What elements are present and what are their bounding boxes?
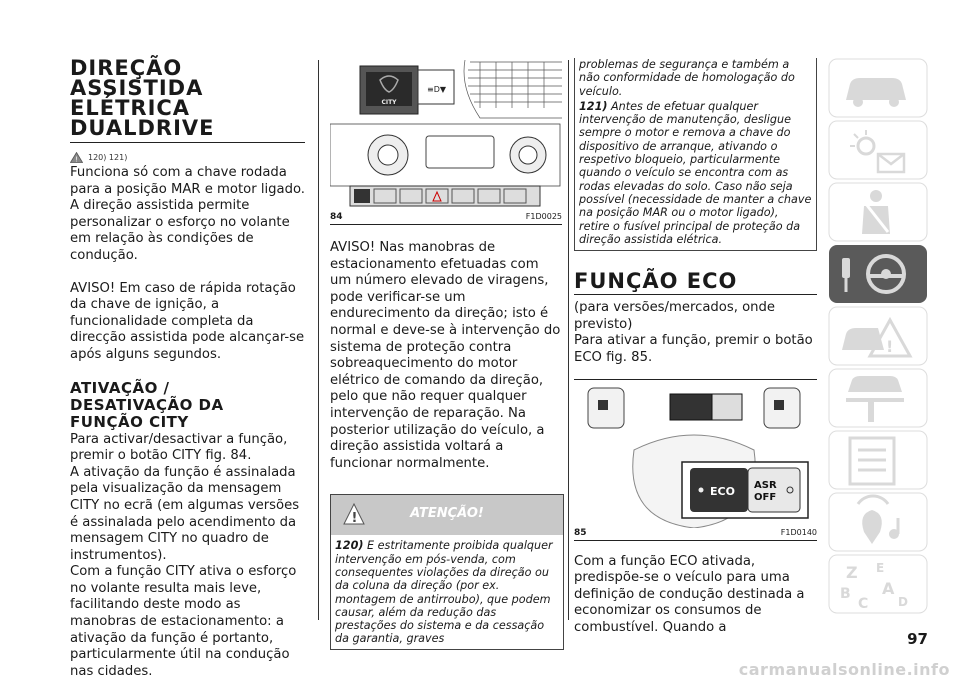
car-lift-icon bbox=[828, 368, 928, 428]
page-number: 97 bbox=[907, 630, 928, 648]
figure-number: 84 bbox=[330, 212, 343, 222]
svg-text:!: ! bbox=[886, 337, 894, 356]
paragraph: AVISO! Em caso de rápida rotação da chave de ignição, a funcionalidade completa da direcção assistida pode alcançar-se após alguns segundos. bbox=[70, 280, 305, 362]
key-and-steering-wheel-icon bbox=[828, 244, 928, 304]
column-divider bbox=[318, 60, 319, 620]
refs-row bbox=[70, 151, 305, 163]
warning-number: 120) bbox=[335, 539, 364, 553]
figure-85 bbox=[574, 380, 817, 542]
tab-starting-driving-active[interactable] bbox=[828, 244, 928, 304]
warning-triangle-icon bbox=[70, 152, 83, 163]
tab-specifications[interactable] bbox=[828, 430, 928, 490]
car-warning-icon bbox=[828, 306, 928, 366]
left-column bbox=[70, 58, 305, 680]
svg-text:≡D▼: ≡D▼ bbox=[427, 85, 447, 94]
city-button-label: CITY bbox=[381, 99, 397, 106]
middle-column bbox=[330, 58, 562, 650]
tab-car[interactable] bbox=[828, 58, 928, 118]
warning-text: Antes de efetuar qualquer intervenção de manutenção, desligue sempre o motor e remova a chave do dispositivo de arranque, ativando o respetivo bloqueio, particularmente quando o veículo se encontra com as rodas elevadas do solo. Caso não seja possível (necessidade de manter a chave na posição MAR ou o motor ligado), retire o fusível principal de proteção da direção assistida elétrica. bbox=[579, 99, 812, 246]
eco-button-label: ECO bbox=[710, 484, 735, 498]
paragraph: Para activar/desactivar a função, premir o botão CITY fig. 84. bbox=[70, 431, 288, 464]
svg-text:E: E bbox=[876, 561, 885, 575]
warning-refs: 120) 121) bbox=[88, 152, 128, 162]
svg-text:Z: Z bbox=[846, 563, 858, 582]
off-label: OFF bbox=[754, 491, 777, 503]
subtitle-line-2: DESATIVAÇÃO DA bbox=[70, 395, 224, 414]
right-column bbox=[574, 58, 817, 637]
warning-box-continued bbox=[574, 58, 817, 251]
dashboard-city-illustration bbox=[330, 58, 562, 210]
svg-text:!: ! bbox=[75, 155, 79, 163]
figure-rule bbox=[574, 540, 817, 541]
asr-label: ASR bbox=[754, 479, 777, 491]
svg-text:!: ! bbox=[351, 511, 358, 526]
tab-emergency[interactable] bbox=[828, 306, 928, 366]
section-title: FUNÇÃO ECO bbox=[574, 269, 738, 294]
warning-header bbox=[331, 495, 563, 535]
paragraph: Funciona só com a chave rodada para a posição MAR e motor ligado. A direção assistida permite personalizar o esforço no volante em relação às condições de condução. bbox=[70, 165, 305, 263]
paragraph: AVISO! Nas manobras de estacionamento efetuadas com um número elevado de viragens, pode verificar-se um endurecimento da direção; isto é normal e deve-se à intervenção do sistema de proteção contra sobreaquecimento do motor elétrico de comando da direção, pelo que não requer qualquer intervenção de reparação. Na posterior utilização do veículo, a direção assistida voltará a funcionar normalmente. bbox=[330, 240, 561, 471]
subsection-title bbox=[70, 380, 305, 431]
figure-code: F1D0025 bbox=[525, 212, 562, 221]
paragraph: Com a função ECO ativada, predispõe-se o veículo para uma definição de condução destinada a economizar os consumos de combustível. Quando a bbox=[574, 553, 805, 635]
title-rule bbox=[70, 142, 305, 143]
figure-rule bbox=[330, 224, 562, 225]
tab-safety[interactable] bbox=[828, 182, 928, 242]
subtitle-line-1: ATIVAÇÃO / bbox=[70, 378, 170, 397]
svg-text:B: B bbox=[840, 586, 851, 602]
svg-text:A: A bbox=[882, 579, 895, 598]
figure-caption bbox=[574, 528, 817, 538]
warning-body bbox=[331, 535, 563, 648]
figure-84 bbox=[330, 58, 562, 226]
tab-index[interactable] bbox=[828, 554, 928, 614]
paragraph: (para versões/mercados, onde previsto) bbox=[574, 300, 776, 332]
figure-number: 85 bbox=[574, 527, 587, 538]
paragraph: Com a função CITY ativa o esforço no volante resulta mais leve, facilitando deste modo as manobras de estacionamento: a ativação da função é portanto, particularmente útil na condução nas cidades. bbox=[70, 564, 297, 679]
section-title bbox=[70, 58, 305, 138]
watermark: carmanualsonline.info bbox=[738, 660, 950, 679]
seatbelt-icon bbox=[828, 182, 928, 242]
svg-text:C: C bbox=[858, 596, 869, 612]
figure-code: F1D0140 bbox=[780, 527, 817, 537]
light-and-envelope-icon bbox=[828, 120, 928, 180]
tab-maintenance[interactable] bbox=[828, 368, 928, 428]
column-divider bbox=[568, 60, 569, 620]
chapter-tabs bbox=[828, 58, 928, 614]
title-line-1: DIREÇÃO ASSISTIDA bbox=[70, 56, 204, 100]
paragraph: A ativação da função é assinalada pela visualização da mensagem CITY no ecrã (em algumas versões é assinalada pelo acendimento da mensagem CITY no quadro de instrumentos). bbox=[70, 464, 300, 563]
title-rule bbox=[574, 294, 817, 295]
title-line-2: ELÉTRICA bbox=[70, 96, 191, 120]
figure-caption bbox=[330, 212, 562, 222]
warning-box bbox=[330, 494, 564, 649]
tab-lights-messages[interactable] bbox=[828, 120, 928, 180]
warning-title: ATENÇÃO! bbox=[410, 506, 484, 522]
paragraph: Para ativar a função, premir o botão ECO fig. 85. bbox=[574, 333, 813, 365]
warning-number: 121) bbox=[579, 99, 608, 113]
title-line-3: DUALDRIVE bbox=[70, 116, 215, 140]
warning-text: E estritamente proibida qualquer intervenção em pós-venda, com consequentes violações da direção ou da coluna da direção (por ex. montagem de antirroubo), que podem causar, além da redução das prestações do sistema e da cessação da garantia, graves bbox=[335, 539, 553, 646]
svg-text:D: D bbox=[898, 595, 908, 609]
alphabet-index-icon bbox=[828, 554, 928, 614]
subtitle-line-3: FUNÇÃO CITY bbox=[70, 412, 189, 431]
eco-button-illustration bbox=[574, 380, 817, 528]
music-location-icon bbox=[828, 492, 928, 552]
warning-continued-text: problemas de segurança e também a não conformidade de homologação do veículo. bbox=[579, 58, 795, 98]
checklist-icon bbox=[828, 430, 928, 490]
car-icon bbox=[828, 58, 928, 118]
tab-multimedia[interactable] bbox=[828, 492, 928, 552]
